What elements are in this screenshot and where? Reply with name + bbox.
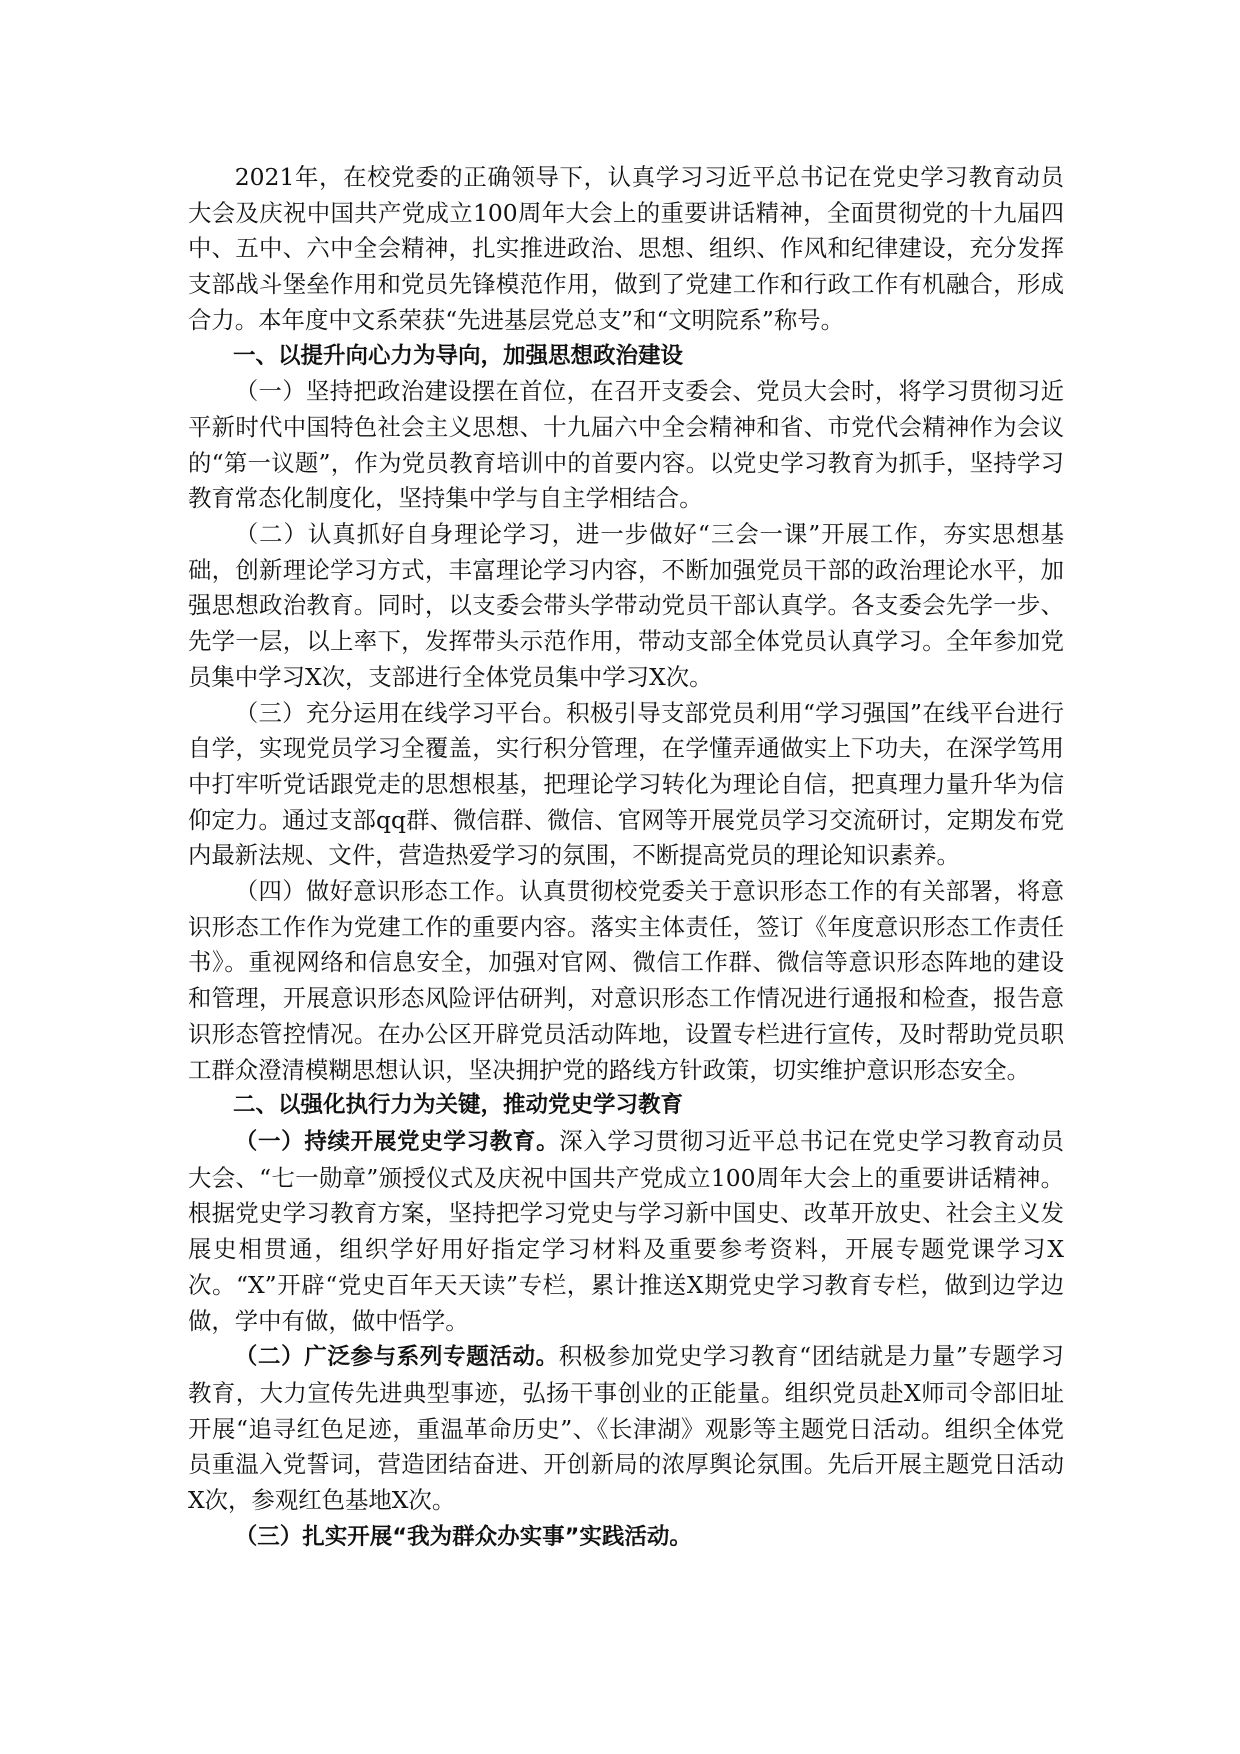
section-2-paragraph-2 [188, 1339, 1064, 1519]
section-2-paragraph-2-body: 积极参加党史学习教育“团结就是力量”专题学习教育，大力宣传先进典型事迹，弘扬干事创业的正能量。组织党员赴X师司令部旧址开展“追寻红色足迹，重温革命历史”、《长津湖》观影等主题党日活动。组织全体党员重温入党誓词，营造团结奋进、开创新局的浓厚舆论氛围。先后开展主题党日活动X次，参观红色基地X次。 [188, 1342, 1064, 1515]
section-1-paragraph-2: （二）认真抓好自身理论学习，进一步做好“三会一课”开展工作，夯实思想基础，创新理论学习方式，丰富理论学习内容，不断加强党员干部的政治理论水平，加强思想政治教育。同时，以支委会带头学带动党员干部认真学。各支委会先学一步、先学一层，以上率下，发挥带头示范作用，带动支部全体党员认真学习。全年参加党员集中学习X次，支部进行全体党员集中学习X次。 [188, 520, 1064, 691]
section-2-paragraph-1-lead: （一）持续开展党史学习教育。 [234, 1128, 560, 1155]
intro-paragraph: 2021年，在校党委的正确领导下，认真学习习近平总书记在党史学习教育动员大会及庆祝中国共产党成立100周年大会上的重要讲话精神，全面贯彻党的十九届四中、五中、六中全会精神，扎实推进政治、思想、组织、作风和纪律建设，充分发挥支部战斗堡垒作用和党员先锋模范作用，做到了党建工作和行政工作有机融合，形成合力。本年度中文系荣获“先进基层党总支”和“文明院系”称号。 [188, 163, 1064, 334]
document-page [188, 160, 1064, 1555]
section-1-paragraph-1: （一）坚持把政治建设摆在首位，在召开支委会、党员大会时，将学习贯彻习近平新时代中国特色社会主义思想、十九届六中全会精神和省、市党代会精神作为会议的“第一议题”，作为党员教育培训中的首要内容。以党史学习教育为抓手，坚持学习教育常态化制度化，坚持集中学与自主学相结合。 [188, 377, 1064, 513]
section-1-paragraph-4: （四）做好意识形态工作。认真贯彻校党委关于意识形态工作的有关部署，将意识形态工作作为党建工作的重要内容。落实主体责任，签订《年度意识形态工作责任书》。重视网络和信息安全，加强对官网、微信工作群、微信等意识形态阵地的建设和管理，开展意识形态风险评估研判，对意识形态工作情况进行通报和检查，报告意识形态管控情况。在办公区开辟党员活动阵地，设置专栏进行宣传，及时帮助党员职工群众澄清模糊思想认识，坚决拥护党的路线方针政策，切实维护意识形态安全。 [188, 877, 1064, 1084]
section-1-paragraph-3: （三）充分运用在线学习平台。积极引导支部党员利用“学习强国”在线平台进行自学，实现党员学习全覆盖，实行积分管理，在学懂弄通做实上下功夫，在深学笃用中打牢听党话跟党走的思想根基，把理论学习转化为理论自信，把真理力量升华为信仰定力。通过支部qq群、微信群、微信、官网等开展党员学习交流研讨，定期发布党内最新法规、文件，营造热爱学习的氛围，不断提高党员的理论知识素养。 [188, 698, 1064, 870]
section-2-paragraph-1-body: 深入学习贯彻习近平总书记在党史学习教育动员大会、“七一勋章”颁授仪式及庆祝中国共产党成立100周年大会上的重要讲话精神。根据党史学习教育方案，坚持把学习党史与学习新中国史、改革开放史、社会主义发展史相贯通，组织学好用好指定学习材料及重要参考资料，开展专题党课学习X次。“X”开辟“党史百年天天读”专栏，累计推送X期党史学习教育专栏，做到边学边做，学中有做，做中悟学。 [188, 1126, 1064, 1335]
section-2-paragraph-3 [188, 1519, 1064, 1556]
section-2-paragraph-3-lead: （三）扎实开展“我为群众办实事”实践活动。 [234, 1523, 692, 1550]
section-2-heading: 二、以强化执行力为关键，推动党史学习教育 [233, 1092, 684, 1119]
section-2-paragraph-1 [188, 1124, 1064, 1339]
section-1-heading: 一、以提升向心力为导向，加强思想政治建设 [233, 342, 684, 369]
section-2-paragraph-2-lead: （二）广泛参与系列专题活动。 [234, 1344, 559, 1371]
